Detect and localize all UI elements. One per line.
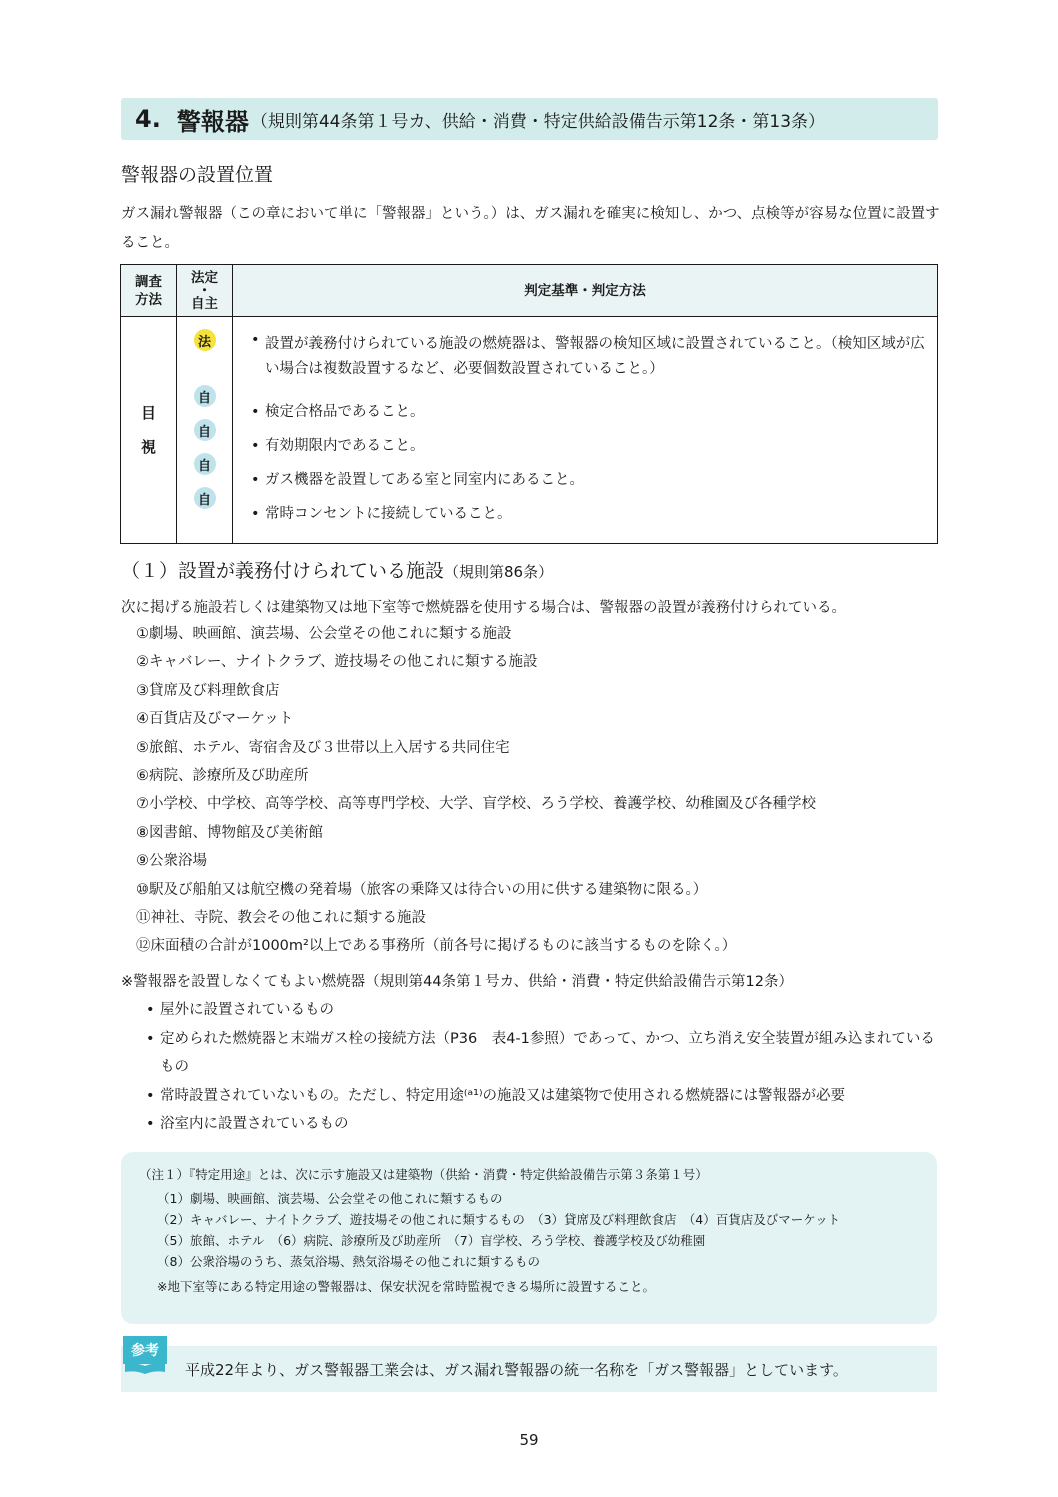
header-criteria: 判定基準・判定方法: [233, 265, 938, 317]
section-reference: （規則第44条第１号カ、供給・消費・特定供給設備告示第12条・第13条）: [250, 111, 826, 132]
list-item: ⑦小学校、中学校、高等学校、高等専門学校、大学、盲学校、ろう学校、養護学校、幼稚園及び各種学校: [136, 796, 816, 813]
placement-text: ガス漏れ警報器（この章において単に「警報器」という。）は、ガス漏れを確実に検知し、かつ、点検等が容易な位置に設置すること。: [121, 206, 940, 251]
book-icon: [125, 1362, 165, 1374]
kind-item: [177, 317, 232, 379]
law-badge: 法: [194, 329, 216, 351]
reference-label: 参考: [123, 1336, 167, 1364]
list-item: ②キャバレー、ナイトクラブ、遊技場その他これに類する施設: [136, 654, 538, 671]
exempt-title: ※警報器を設置しなくてもよい燃焼器（規則第44条第１号カ、供給・消費・特定供給設備告示第12条）: [121, 974, 793, 990]
list-item: （1）劇場、映画館、演芸場、公会堂その他これに類するもの: [157, 1191, 503, 1206]
header-kind: 法定 ・ 自主: [177, 265, 233, 317]
self-badge: 自: [194, 419, 216, 441]
criteria-item: • 設置が義務付けられている施設の燃焼器は、警報器の検知区域に設置されていること。（検知区域が広い場合は複数設置するなど、必要個数設置されていること。）: [233, 317, 937, 395]
reference-badge: [123, 1336, 171, 1376]
header-method: 調査 方法: [121, 265, 177, 317]
list-item: ③貸席及び料理飲食店: [136, 682, 280, 699]
self-badge: 自: [194, 453, 216, 475]
footnote-title: （注１）『特定用途』とは、次に示す施設又は建築物（供給・消費・特定供給設備告示第３条第１号）: [139, 1167, 708, 1182]
list-item: ⑪神社、寺院、教会その他これに類する施設: [136, 909, 426, 926]
method-cell: 目 視: [121, 317, 177, 544]
list-item: （5）旅館、ホテル （6）病院、診療所及び助産所 （7）盲学校、ろう学校、養護学校及び幼稚園: [157, 1233, 706, 1248]
list-item: ⑫床面積の合計が1000m²以上である事務所（前各号に掲げるものに該当するものを除く。）: [136, 938, 737, 955]
mandatory-intro: 次に掲げる施設若しくは建築物又は地下室等で燃焼器を使用する場合は、警報器の設置が義務付けられている。: [121, 600, 846, 616]
list-item: • 屋外に設置されているもの: [146, 996, 941, 1025]
facility-list: [136, 620, 816, 961]
criteria-item: • ガス機器を設置してある室と同室内にあること。: [233, 463, 937, 497]
mandatory-title: （１）設置が義務付けられている施設（規則第86条）: [121, 560, 554, 582]
self-badge: 自: [194, 385, 216, 407]
criteria-item: • 常時コンセントに接続していること。: [233, 497, 937, 543]
list-item: ⑥病院、診療所及び助産所: [136, 767, 309, 784]
criteria-table: [120, 264, 938, 544]
criteria-item: • 検定合格品であること。: [233, 395, 937, 429]
kind-item: [177, 481, 232, 527]
placement-title: 警報器の設置位置: [121, 164, 274, 186]
page-number: 59: [519, 1431, 539, 1449]
criteria-item: • 有効期限内であること。: [233, 429, 937, 463]
exempt-list: [146, 996, 941, 1139]
list-item: ⑩駅及び船舶又は航空機の発着場（旅客の乗降又は待合いの用に供する建築物に限る。）: [136, 881, 708, 898]
table-header-row: [121, 265, 938, 317]
table-body-row: [121, 317, 938, 544]
list-item: • 定められた燃焼器と末端ガス栓の接続方法（P36 表4-1参照）であって、かつ、立ち消え安全装置が組み込まれているもの: [146, 1025, 941, 1082]
kind-cell: [177, 317, 233, 544]
criteria-cell: [233, 317, 938, 544]
list-item: ①劇場、映画館、演芸場、公会堂その他これに類する施設: [136, 626, 512, 642]
footnote-notice: ※地下室等にある特定用途の警報器は、保安状況を常時監視できる場所に設置すること。: [157, 1279, 655, 1294]
list-item: ⑤旅館、ホテル、寄宿舎及び３世帯以上入居する共同住宅: [136, 739, 510, 756]
reference-box: [121, 1343, 937, 1392]
list-item: （2）キャバレー、ナイトクラブ、遊技場その他これに類するもの （3）貸席及び料理飲食店 （4）百貨店及びマーケット: [157, 1212, 841, 1227]
footnote-list: [157, 1188, 913, 1272]
list-item: ⑨公衆浴場: [136, 853, 207, 870]
section-heading: [121, 98, 938, 140]
kind-item: [177, 413, 232, 447]
list-item: • 浴室内に設置されているもの: [146, 1110, 941, 1139]
footnote-box: [121, 1152, 937, 1324]
list-item: （8）公衆浴場のうち、蒸気浴場、熱気浴場その他これに類するもの: [157, 1254, 540, 1269]
list-item: • 常時設置されていないもの。ただし、特定用途⁽ᵃ¹⁾の施設又は建築物で使用される燃焼器には警報器が必要: [146, 1082, 941, 1111]
section-number: 4.: [135, 105, 161, 133]
mandatory-reference: （規則第86条）: [444, 563, 554, 581]
section-title: 警報器: [176, 107, 249, 136]
kind-item: [177, 379, 232, 413]
kind-item: [177, 447, 232, 481]
self-badge: 自: [194, 487, 216, 509]
list-item: ④百貨店及びマーケット: [136, 711, 294, 728]
reference-text: 平成22年より、ガス警報器工業会は、ガス漏れ警報器の統一名称を「ガス警報器」としています。: [185, 1360, 848, 1379]
list-item: ⑧図書館、博物館及び美術館: [136, 824, 323, 841]
